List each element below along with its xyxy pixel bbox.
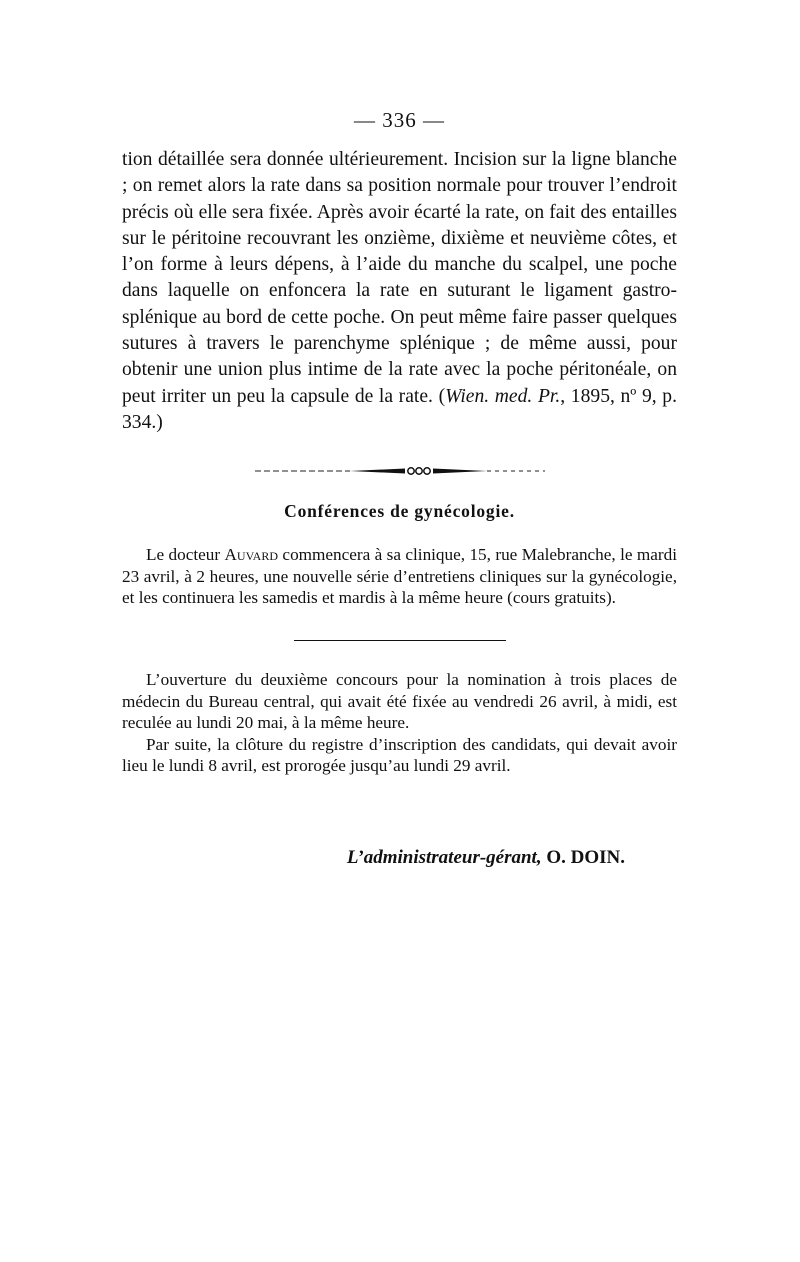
document-page: [122, 108, 677, 869]
citation-journal: Wien. med. Pr.: [445, 385, 561, 407]
conference-text: commencera à sa clinique, 15, rue Malebranche, le mardi 23 avril, à 2 heures, une nouvelle série d’entretiens cliniques sur la gynécologie, et les continuera les samedis et mardis à la même heure (cours gratuits).: [122, 545, 678, 608]
concours-paragraph-1: L’ouverture du deuxième concours pour la nomination à trois places de médecin du Bureau central, qui avait été fixée au vendredi 26 avril, à midi, est reculée au lundi 20 mai, à la même heure.: [122, 670, 677, 733]
citation-details: , 1895, nº 9, p. 334.): [122, 385, 677, 433]
main-paragraph-text: tion détaillée sera donnée ultérieurement. Incision sur la ligne blanche ; on remet alors la rate dans sa position normale pour trouver l’endroit précis où elle sera fixée. Après avoir écarté la rate, on fait des entailles sur le péritoine recouvrant les onzième, dixième et neuvième côtes, et l’on forme à leurs dépens, à l’aide du manche du scalpel, une poche dans laquelle on enfoncera la rate en suturant le ligament gastro-splénique au bord de cette poche. On peut même faire passer quelques sutures à travers le parenchyme splénique ; de même aussi, pour obtenir une union plus intime de la rate avec la poche péritonéale, on peut irriter un peu la capsule de la rate. (: [122, 149, 677, 407]
doctor-name: Auvard: [224, 545, 279, 565]
signature: [122, 847, 677, 869]
conference-notice: [122, 544, 677, 609]
signature-role: L’administrateur-gérant,: [346, 847, 542, 869]
ornamental-divider: [255, 464, 545, 478]
section-title: Conférences de gynécologie.: [284, 501, 515, 522]
ornament-icon: [255, 464, 545, 478]
main-paragraph: [122, 147, 677, 436]
conference-lead: Le docteur: [146, 545, 225, 565]
page-number: — 336 —: [354, 108, 445, 132]
horizontal-rule: [294, 640, 506, 641]
signature-name: O. DOIN.: [546, 847, 625, 869]
concours-paragraph-2: Par suite, la clôture du registre d’inscription des candidats, qui devait avoir lieu le lundi 8 avril, est prorogée jusqu’au lundi 29 avril.: [122, 734, 677, 776]
